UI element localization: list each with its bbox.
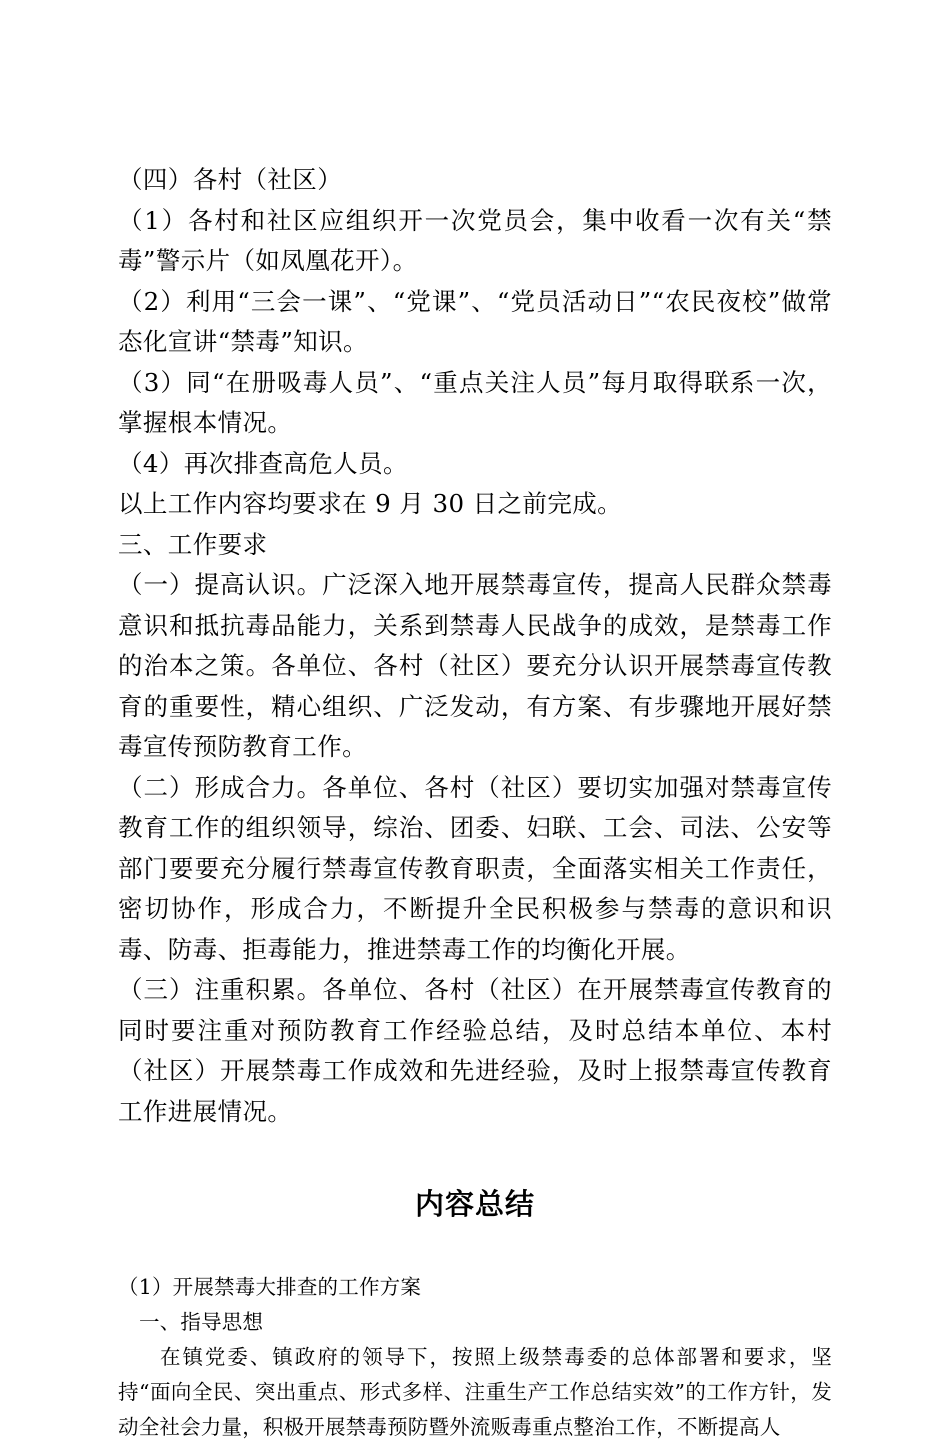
paragraph-item-1: （1）各村和社区应组织开一次党员会，集中收看一次有关“禁毒”警示片（如凤凰花开）。 [118, 205, 832, 275]
summary-item-1: （1）开展禁毒大排查的工作方案 [118, 1275, 422, 1299]
paragraph-requirement-3: （三）注重积累。各单位、各村（社区）在开展禁毒宣传教育的同时要注重对预防教育工作经验总结，及时总结本单位、本村（社区）开展禁毒工作成效和先进经验，及时上报禁毒宣传教育工作进展情况。 [118, 975, 832, 1126]
paragraph-item-4: （4）再次排查高危人员。 [118, 448, 408, 478]
paragraph-section-three-heading: 三、工作要求 [118, 529, 268, 559]
summary-heading: 内容总结 [414, 1187, 535, 1221]
paragraph-item-3: （3）同“在册吸毒人员”、“重点关注人员”每月取得联系一次，掌握根本情况。 [118, 367, 832, 437]
paragraph-requirement-2: （二）形成合力。各单位、各村（社区）要切实加强对禁毒宣传教育工作的组织领导，综治、团委、妇联、工会、司法、公安等部门要要充分履行禁毒宣传教育职责，全面落实相关工作责任，密切协作，形成合力，不断提升全民积极参与禁毒的意识和识毒、防毒、拒毒能力，推进禁毒工作的均衡化开展。 [118, 772, 832, 964]
summary-guiding-text: 在镇党委、镇政府的领导下，按照上级禁毒委的总体部署和要求，坚持“面向全民、突出重点、形式多样、注重生产工作总结实效”的工作方针，发动全社会力量，积极开展禁毒预防暨外流贩毒重点整治工作，不断提高人 [118, 1345, 832, 1439]
summary-body [118, 1270, 832, 1445]
paragraph-deadline: 以上工作内容均要求在 9 月 30 日之前完成。 [118, 489, 623, 518]
paragraph-section-four-heading: （四）各村（社区） [118, 165, 343, 194]
summary-guiding-heading: 一、指导思想 [139, 1310, 264, 1334]
paragraph-requirement-1: （一）提高认识。广泛深入地开展禁毒宣传，提高人民群众禁毒意识和抵抗毒品能力，关系到禁毒人民战争的成效，是禁毒工作的治本之策。各单位、各村（社区）要充分认识开展禁毒宣传教育的重要性，精心组织、广泛发动，有方案、有步骤地开展好禁毒宣传预防教育工作。 [118, 570, 832, 761]
paragraph-item-2: （2）利用“三会一课”、“党课”、“党员活动日”“农民夜校”做常态化宣讲“禁毒”知识。 [118, 286, 832, 356]
document-body [118, 160, 832, 1132]
